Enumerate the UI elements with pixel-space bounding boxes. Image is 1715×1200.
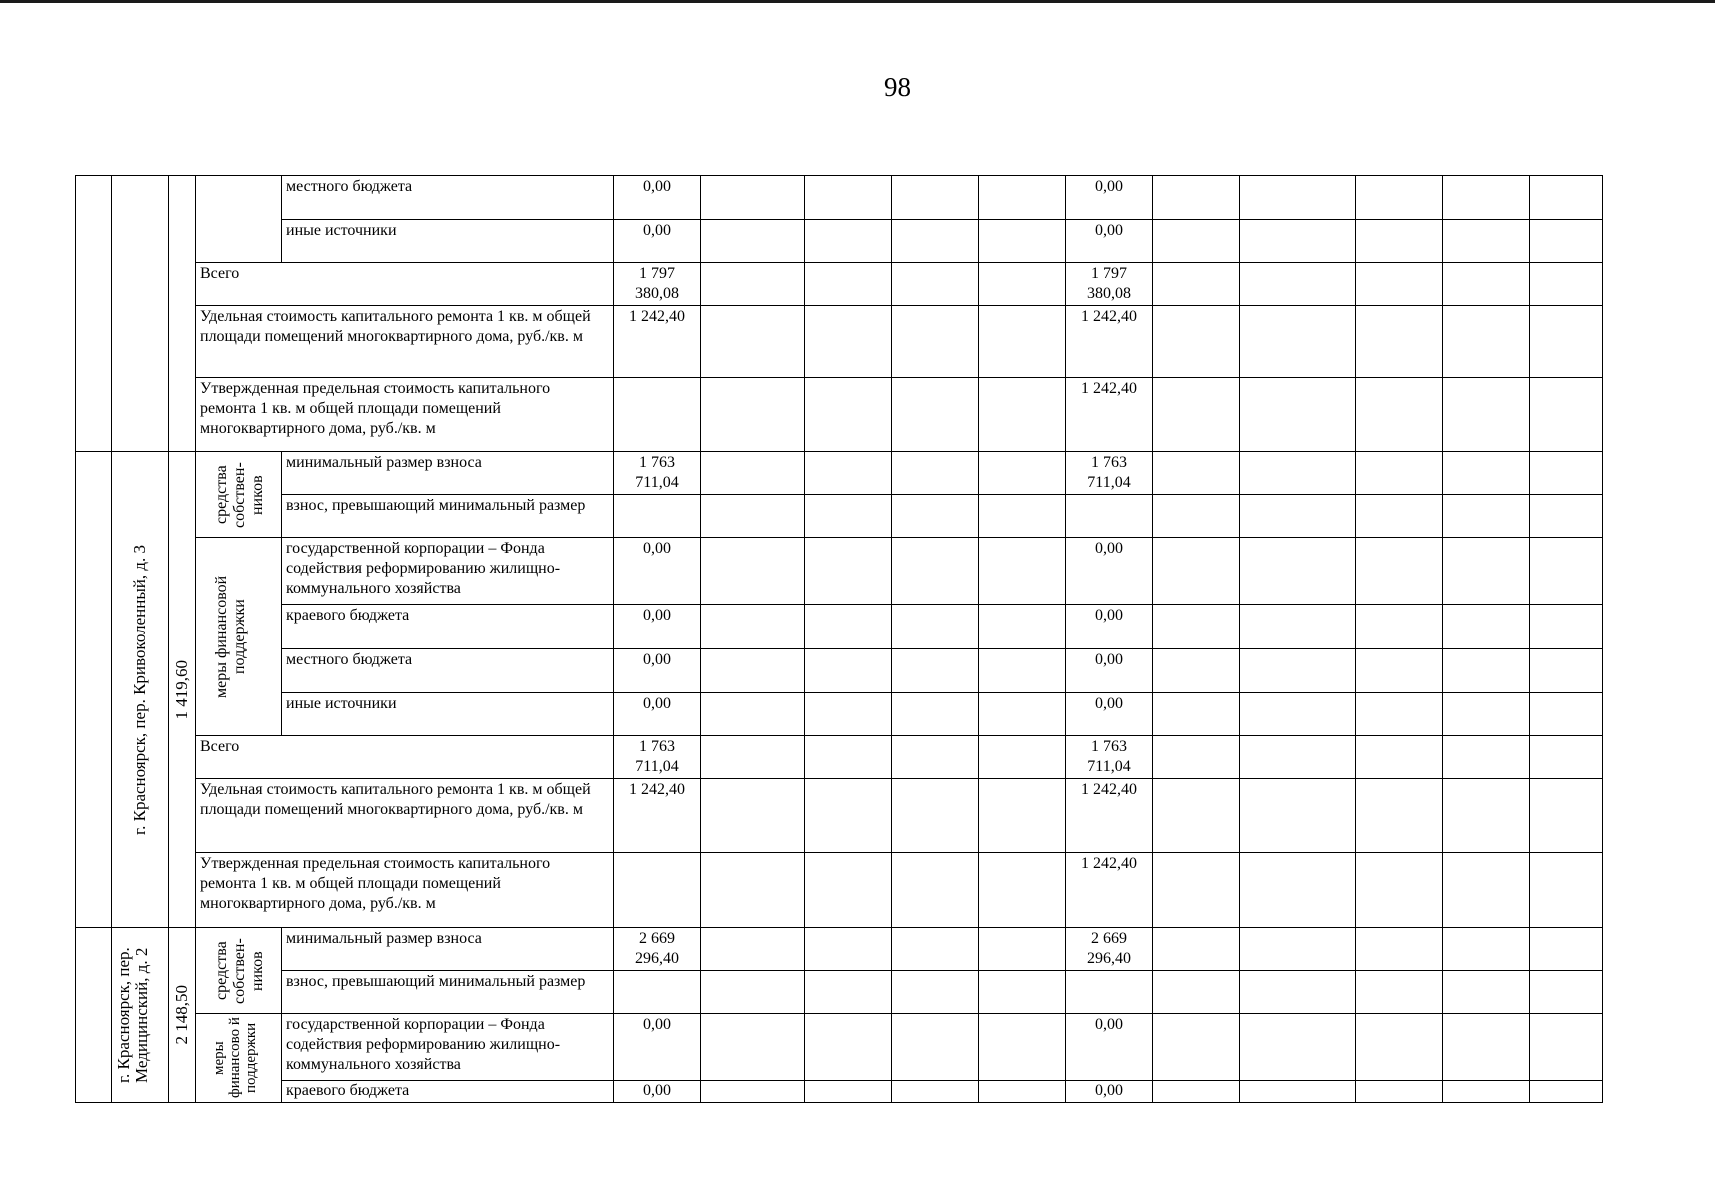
table-row (76, 928, 1603, 971)
value-col2: 0,00 (1066, 605, 1153, 649)
table-row (76, 538, 1603, 605)
unit-cost-label: Удельная стоимость капитального ремонта 1 кв. м общей площади помещений многоквартирного дома, руб./кв. м (196, 779, 614, 853)
value-total: 0,00 (614, 220, 701, 263)
area-cell (169, 452, 196, 928)
capital-repair-table (75, 175, 1603, 1103)
owners-group-text: средства собствен-ников (212, 461, 266, 528)
value-col2: 0,00 (1066, 220, 1153, 263)
value-col2: 0,00 (1066, 1014, 1153, 1081)
address-text: г. Красноярск, пер. Кривоколенный, д. 3 (130, 544, 149, 835)
row-label: краевого бюджета (282, 605, 614, 649)
row-label: взнос, превышающий минимальный размер (282, 495, 614, 538)
owners-group-cell (196, 452, 282, 538)
limit-cost-label: Утвержденная предельная стоимость капитального ремонта 1 кв. м общей площади помещений многоквартирного дома, руб./кв. м (196, 853, 614, 928)
row-label: государственной корпорации – Фонда содействия реформированию жилищно-коммунального хозяйства (282, 1014, 614, 1081)
value-col2: 0,00 (1066, 693, 1153, 736)
page-number: 98 (884, 72, 911, 102)
table-row (76, 220, 1603, 263)
value-col2 (1066, 495, 1153, 538)
value-col2: 1 763 711,04 (1066, 736, 1153, 779)
value-col2: 1 763 711,04 (1066, 452, 1153, 495)
row-label: взнос, превышающий минимальный размер (282, 971, 614, 1014)
value-col2: 1 242,40 (1066, 378, 1153, 452)
address-cell (112, 176, 169, 452)
value-col2: 1 797 380,08 (1066, 263, 1153, 306)
value-total: 0,00 (614, 538, 701, 605)
value-col2: 1 242,40 (1066, 853, 1153, 928)
table-row (76, 263, 1603, 306)
table-row (76, 736, 1603, 779)
value-col2: 1 242,40 (1066, 779, 1153, 853)
value-total: 1 242,40 (614, 306, 701, 378)
empty-cell (76, 176, 112, 452)
table-row (76, 1081, 1603, 1103)
unit-cost-label: Удельная стоимость капитального ремонта 1 кв. м общей площади помещений многоквартирного дома, руб./кв. м (196, 306, 614, 378)
empty-cell (76, 928, 112, 1103)
group-cell (196, 176, 282, 263)
address-cell (112, 452, 169, 928)
value-total (614, 495, 701, 538)
value-total: 0,00 (614, 605, 701, 649)
area-cell (169, 928, 196, 1103)
area-cell (169, 176, 196, 452)
support-group-cell (196, 1014, 282, 1103)
value-total: 0,00 (614, 693, 701, 736)
row-label: государственной корпорации – Фонда содействия реформированию жилищно-коммунального хозяйства (282, 538, 614, 605)
value-total: 2 669 296,40 (614, 928, 701, 971)
support-group-text: меры финансово й поддержки (210, 1017, 259, 1099)
value-col2: 1 242,40 (1066, 306, 1153, 378)
total-label: Всего (196, 263, 614, 306)
value-col2: 0,00 (1066, 176, 1153, 220)
value-col2: 0,00 (1066, 649, 1153, 693)
table-row (76, 779, 1603, 853)
value-col2: 2 669 296,40 (1066, 928, 1153, 971)
row-label: минимальный размер взноса (282, 928, 614, 971)
row-label: иные источники (282, 220, 614, 263)
value-total (614, 853, 701, 928)
value-total: 1 797 380,08 (614, 263, 701, 306)
value-total (614, 971, 701, 1014)
table-row (76, 649, 1603, 693)
owners-group-text: средства собствен-ников (212, 937, 266, 1004)
table-row (76, 378, 1603, 452)
table-row (76, 693, 1603, 736)
support-group-text: меры финансовой поддержки (212, 575, 248, 698)
value-total: 0,00 (614, 1014, 701, 1081)
table-row (76, 495, 1603, 538)
value-total: 1 763 711,04 (614, 736, 701, 779)
row-label: местного бюджета (282, 649, 614, 693)
table-row (76, 605, 1603, 649)
top-border-line (0, 0, 1715, 3)
limit-cost-label: Утвержденная предельная стоимость капитального ремонта 1 кв. м общей площади помещений многоквартирного дома, руб./кв. м (196, 378, 614, 452)
value-total: 0,00 (614, 649, 701, 693)
table-row (76, 176, 1603, 220)
area-text: 1 419,60 (172, 659, 191, 720)
value-col2: 0,00 (1066, 1081, 1153, 1103)
empty-cell (76, 452, 112, 928)
table-row (76, 853, 1603, 928)
value-col2 (1066, 971, 1153, 1014)
table-row (76, 306, 1603, 378)
value-total: 0,00 (614, 176, 701, 220)
value-total (614, 378, 701, 452)
row-label: краевого бюджета (282, 1081, 614, 1103)
total-label: Всего (196, 736, 614, 779)
area-text: 2 148,50 (172, 985, 191, 1045)
table-row (76, 1014, 1603, 1081)
address-text: г. Красноярск, пер. Медицинский, д. 2 (114, 947, 151, 1083)
owners-group-cell (196, 928, 282, 1014)
row-label: иные источники (282, 693, 614, 736)
value-col2: 0,00 (1066, 538, 1153, 605)
value-total: 1 763 711,04 (614, 452, 701, 495)
value-total: 1 242,40 (614, 779, 701, 853)
row-label: минимальный размер взноса (282, 452, 614, 495)
table-row (76, 452, 1603, 495)
value-total: 0,00 (614, 1081, 701, 1103)
support-group-cell (196, 538, 282, 736)
table-row (76, 971, 1603, 1014)
address-cell (112, 928, 169, 1103)
row-label: местного бюджета (282, 176, 614, 220)
